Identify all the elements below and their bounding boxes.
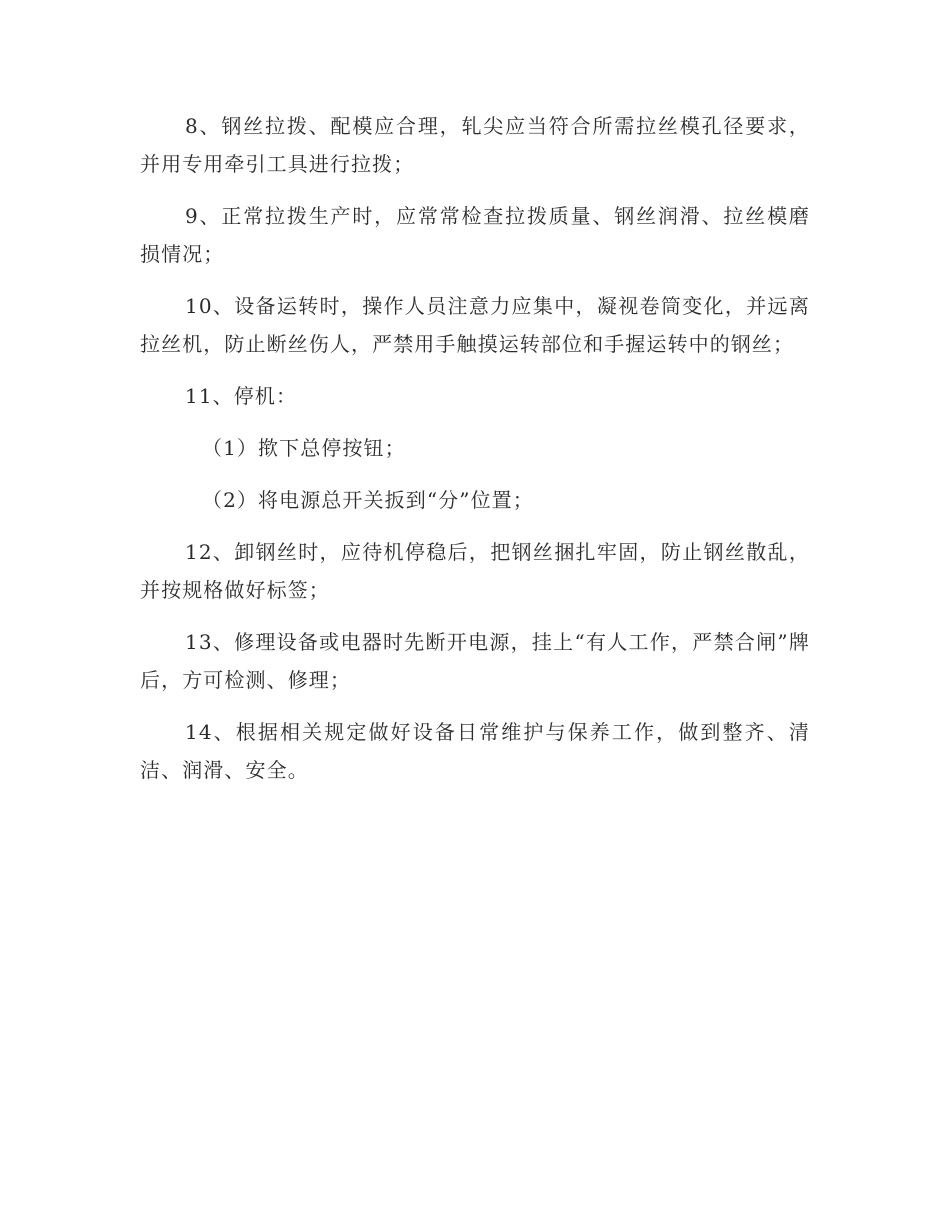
item-11-shutdown: 11、停机： <box>185 384 298 408</box>
item-8-drawing-die: 8、钢丝拉拨、配模应合理，轧尖应当符合所需拉丝模孔径要求，并用专用牵引工具进行拉拨； <box>140 114 810 176</box>
item-12-unloading: 12、卸钢丝时，应待机停稳后，把钢丝捆扎牢固，防止钢丝散乱，并按规格做好标签； <box>140 540 810 602</box>
item-13-repair: 13、修理设备或电器时先断开电源，挂上“有人工作，严禁合闸”牌后，方可检测、修理； <box>140 630 810 692</box>
document-body <box>140 107 810 803</box>
item-14-maintenance: 14、根据相关规定做好设备日常维护与保养工作，做到整齐、清洁、润滑、安全。 <box>140 720 810 782</box>
item-9-production-check: 9、正常拉拨生产时，应常常检查拉拨质量、钢丝润滑、拉丝模磨损情况； <box>140 204 810 266</box>
item-10-operation-safety: 10、设备运转时，操作人员注意力应集中，凝视卷筒变化，并远离拉丝机，防止断丝伤人，严禁用手触摸运转部位和手握运转中的钢丝； <box>140 294 810 356</box>
item-11-step-1: （1）揿下总停按钮； <box>202 436 406 460</box>
item-11-step-2: （2）将电源总开关扳到“分”位置； <box>202 488 534 512</box>
